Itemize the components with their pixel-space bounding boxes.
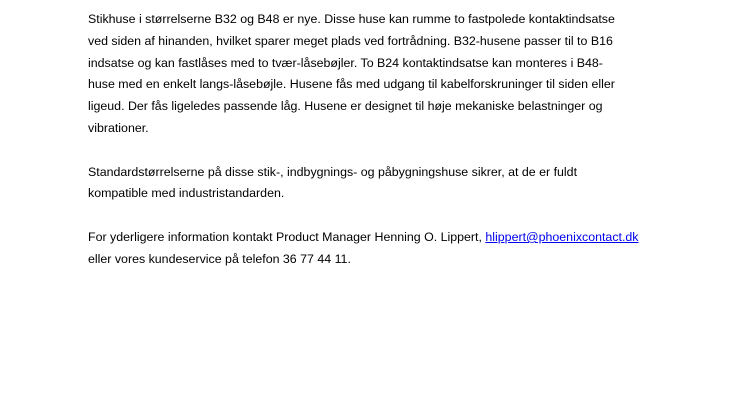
email-link[interactable]: hlippert@phoenixcontact.dk: [485, 229, 639, 244]
text-line: ved siden af hinanden, hvilket sparer meget plads ved fortrådning. B32-husene passer til to B16: [88, 33, 613, 48]
text-line: kompatible med industristandarden.: [88, 186, 285, 201]
paragraph-spacer: [88, 205, 688, 227]
paragraph-spacer: [88, 140, 688, 162]
text-line: vibrationer.: [88, 120, 149, 135]
contact-text: For yderligere information kontakt Product Manager Henning O. Lippert,: [88, 229, 486, 244]
text-line: ligeud. Der fås ligeledes passende låg. Husene er designet til høje mekaniske belastninger og: [88, 99, 603, 114]
text-line: [88, 227, 688, 249]
text-line: eller vores kundeservice på telefon 36 77 44 11.: [88, 251, 351, 266]
text-line: indsatse og kan fastlåses med to tvær-låsebøjler. To B24 kontaktindsatse kan monteres i B48-: [88, 55, 603, 70]
text-line: huse med en enkelt langs-låsebøjle. Husene fås med udgang til kabelforskruninger til siden eller: [88, 77, 615, 92]
document-body: [88, 9, 688, 271]
text-line: Stikhuse i størrelserne B32 og B48 er nye. Disse huse kan rumme to fastpolede kontaktindsatse: [88, 12, 615, 26]
text-line: Standardstørrelserne på disse stik-, indbygnings- og påbygningshuse sikrer, at de er fuldt: [88, 164, 578, 179]
paragraph-product-description: [88, 9, 688, 140]
paragraph-contact: [88, 227, 688, 271]
paragraph-standards: [88, 162, 688, 206]
